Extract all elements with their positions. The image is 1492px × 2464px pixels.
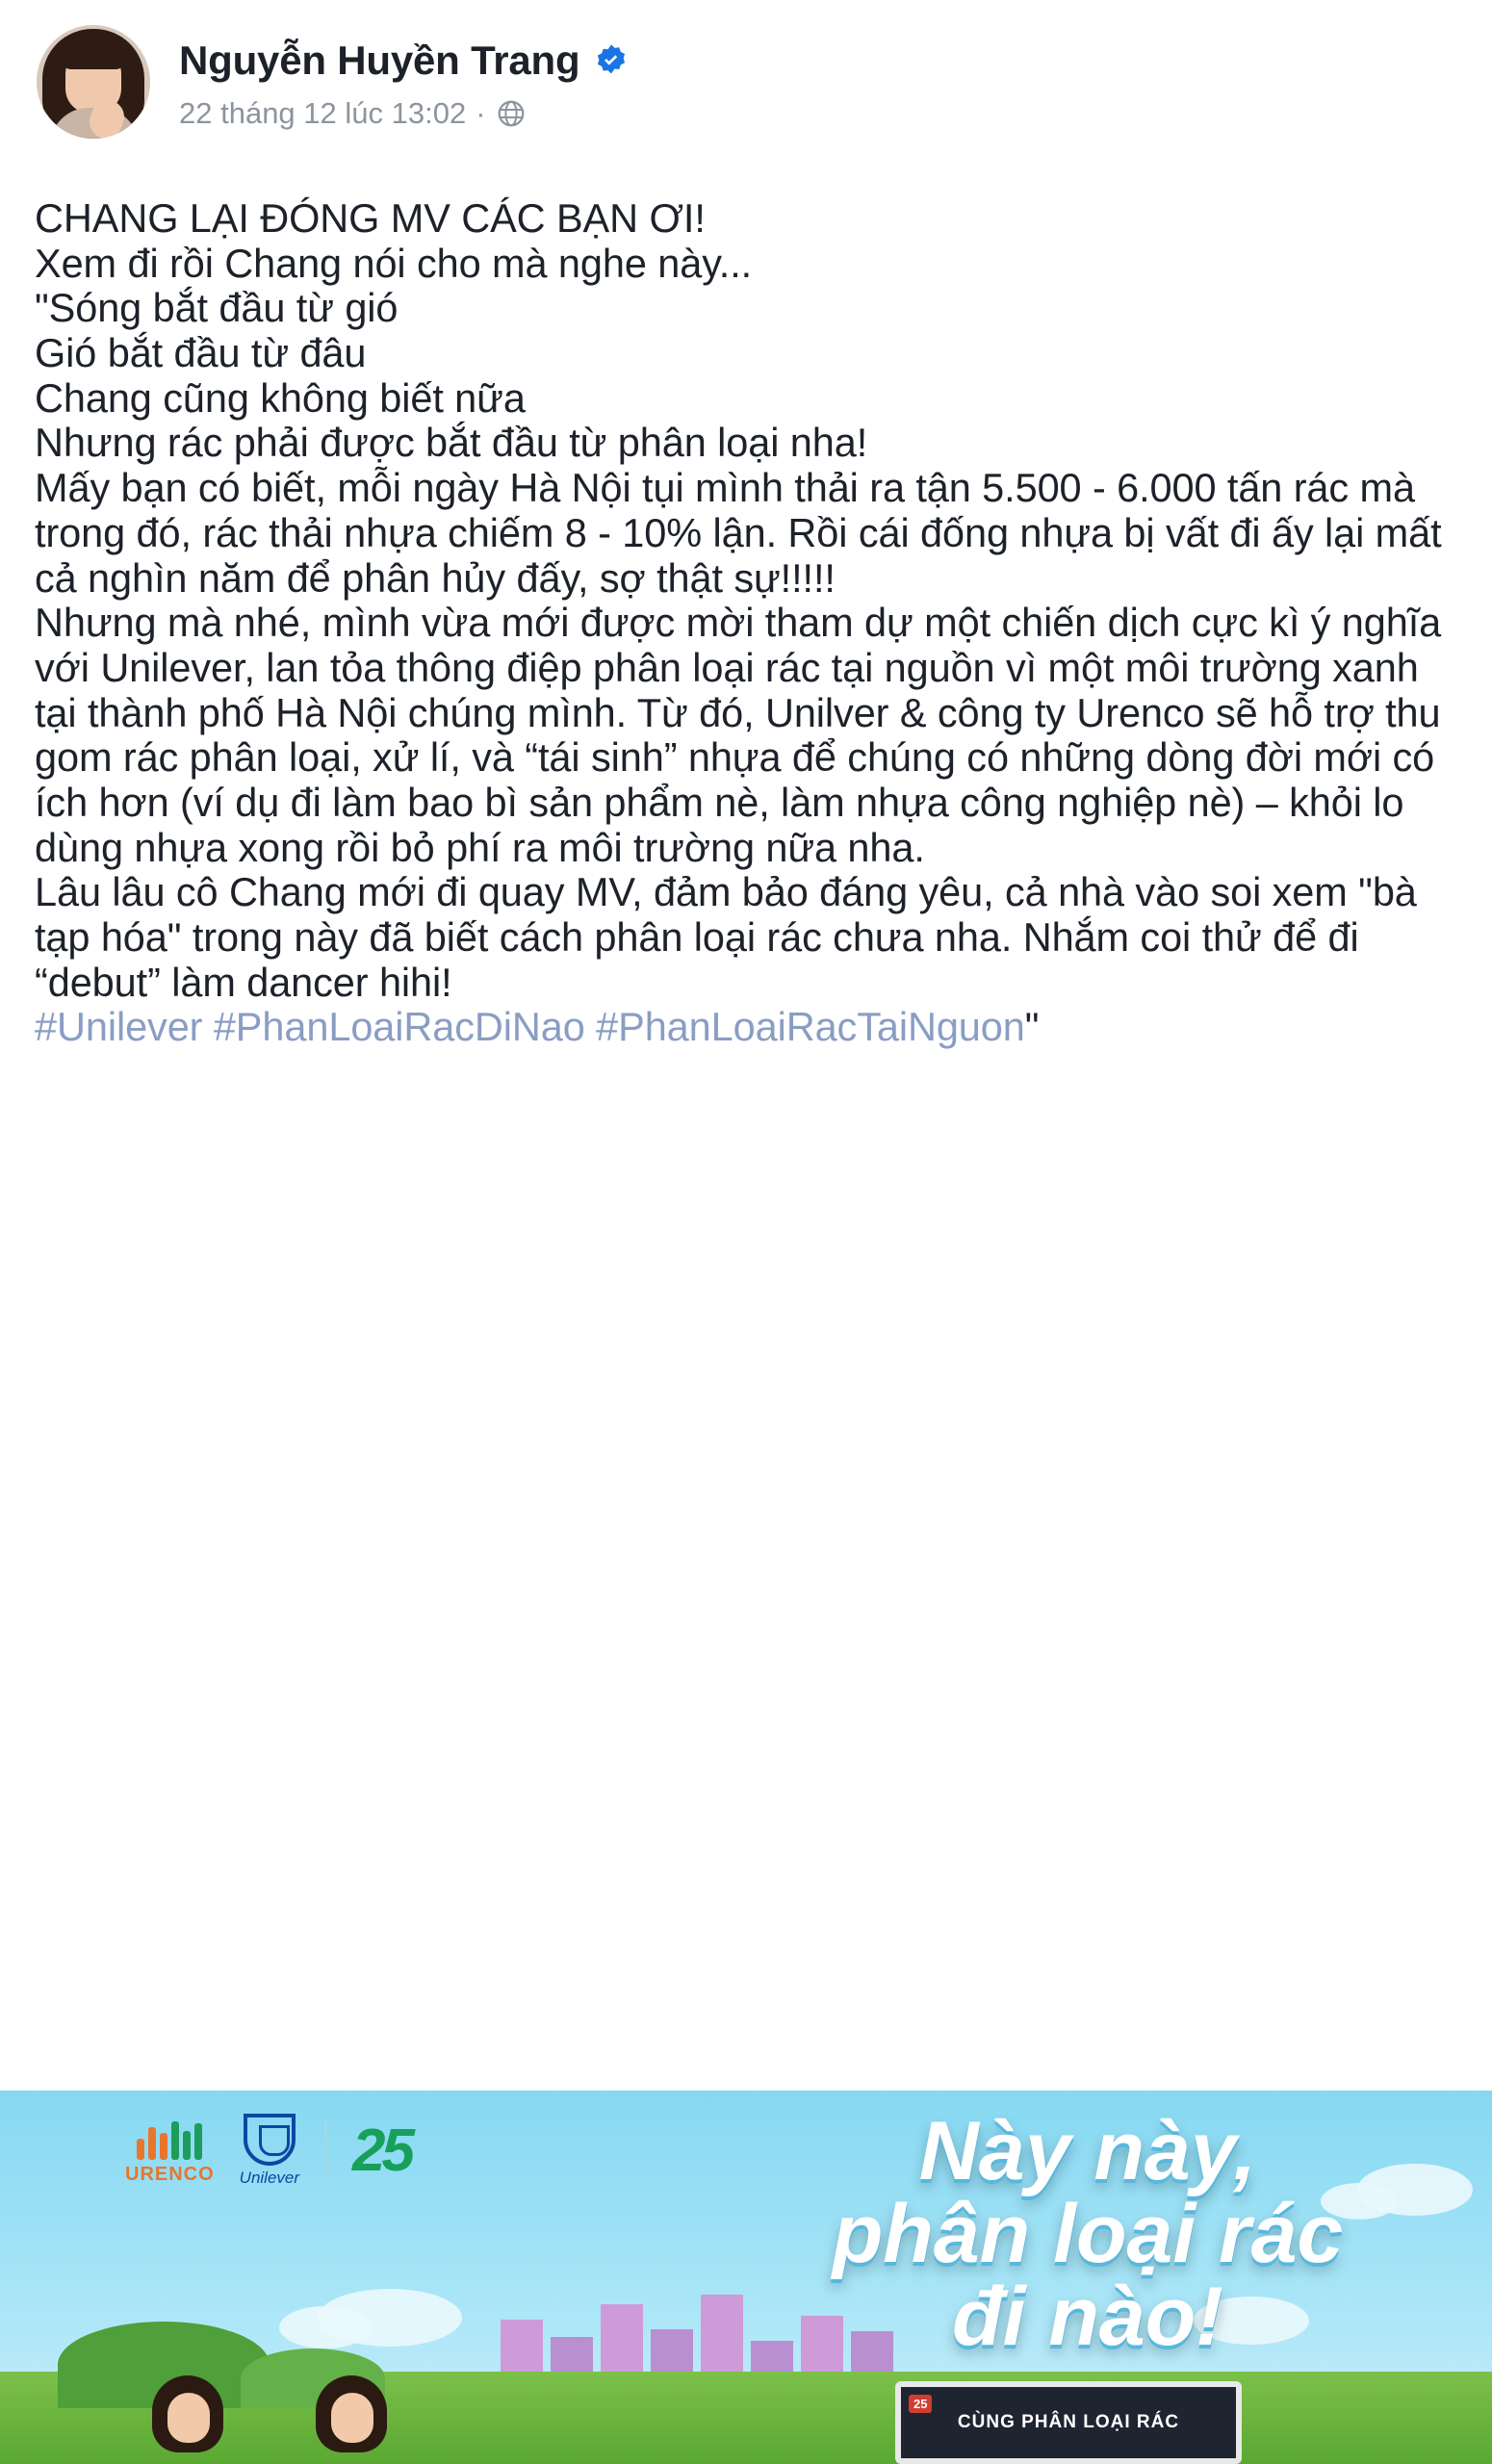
post-line: Chang cũng không biết nữa (35, 374, 526, 421)
unilever-label: Unilever (239, 2169, 300, 2187)
post-line: Gió bắt đầu từ đâu (35, 330, 367, 376)
meta-separator: · (476, 96, 486, 131)
post-meta (179, 96, 630, 131)
post-hashtags[interactable] (35, 1005, 1459, 1050)
person-face (167, 2393, 210, 2443)
post-body (0, 183, 1492, 1050)
post-line: Nhưng rác phải được bắt đầu từ phân loại nha! (35, 420, 868, 466)
anniversary-number: 25 (352, 2117, 411, 2184)
brand-logos (125, 2114, 411, 2188)
post-paragraph: Mấy bạn có biết, mỗi ngày Hà Nội tụi mình thải ra tận 5.500 - 6.000 tấn rác mà trong đó, rác thải nhựa chiếm 8 - 10% lận. Rồi cái đống nhựa bị vất đi ấy lại mất cả nghìn năm để phân hủy đấy, sợ thật sự!!!!! (35, 465, 1442, 601)
person-figure (289, 2375, 414, 2464)
post-header-text (150, 25, 630, 131)
post-timestamp[interactable]: 22 tháng 12 lúc 13:02 (179, 96, 467, 131)
post-line: CHANG LẠI ĐÓNG MV CÁC BẠN ƠI! (35, 195, 706, 241)
post-line: "Sóng bắt đầu từ gió (35, 285, 399, 331)
urenco-mark (125, 2116, 215, 2160)
tv-badge: 25 (909, 2395, 932, 2413)
person-figure (125, 2375, 250, 2464)
urenco-logo-icon (125, 2116, 215, 2186)
cloud-icon (279, 2306, 372, 2348)
tv-label: CÙNG PHÂN LOẠI RÁC (957, 2412, 1180, 2432)
verified-badge-icon (593, 42, 630, 79)
globe-icon[interactable] (496, 98, 527, 129)
unilever-mark (244, 2114, 296, 2166)
author-row (179, 38, 630, 83)
tv-screen (895, 2381, 1242, 2464)
avatar-fringe (62, 40, 125, 69)
post-paragraph: Lâu lâu cô Chang mới đi quay MV, đảm bảo đáng yêu, cả nhà vào soi xem "bà tạp hóa" trong này đã biết cách phân loại rác chưa nha. Nhắm coi thử để đi “debut” làm dancer hihi! (35, 869, 1417, 1005)
post-attachment-image[interactable] (0, 2091, 1492, 2464)
post-paragraph: Nhưng mà nhé, mình vừa mới được mời tham dự một chiến dịch cực kì ý nghĩa với Unilever, lan tỏa thông điệp phân loại rác tại nguồn vì một môi trường xanh tại thành phố Hà Nội chúng mình. Từ đó, Unilver & công ty Urenco sẽ hỗ trợ thu gom rác phân loại, xử lí, và “tái sinh” nhựa để chúng có những dòng đời mới có ích hơn (ví dụ đi làm bao bì sản phẩm nè, làm nhựa công nghiệp nè) – khỏi lo dùng nhựa xong rồi bỏ phí ra môi trường nữa nha. (35, 600, 1442, 870)
hashtag-tail: " (1024, 1004, 1040, 1050)
urenco-label: URENCO (125, 2164, 215, 2185)
avatar[interactable] (37, 25, 150, 139)
logo-divider (324, 2120, 327, 2182)
headline-line-1: Này này, (918, 2105, 1257, 2197)
person-face (331, 2393, 373, 2443)
post-line: Xem đi rồi Chang nói cho mà nghe này... (35, 240, 753, 286)
headline-line-2: phân loại rác (832, 2188, 1344, 2280)
headline-line-3: đi nào! (952, 2271, 1223, 2363)
post-header (0, 0, 1492, 183)
hashtag-text[interactable]: #Unilever #PhanLoaiRacDiNao #PhanLoaiRacTaiNguon (35, 1004, 1025, 1050)
anniversary-badge (352, 2117, 411, 2184)
unilever-logo-icon (240, 2114, 299, 2188)
author-name[interactable]: Nguyễn Huyền Trang (179, 38, 580, 83)
